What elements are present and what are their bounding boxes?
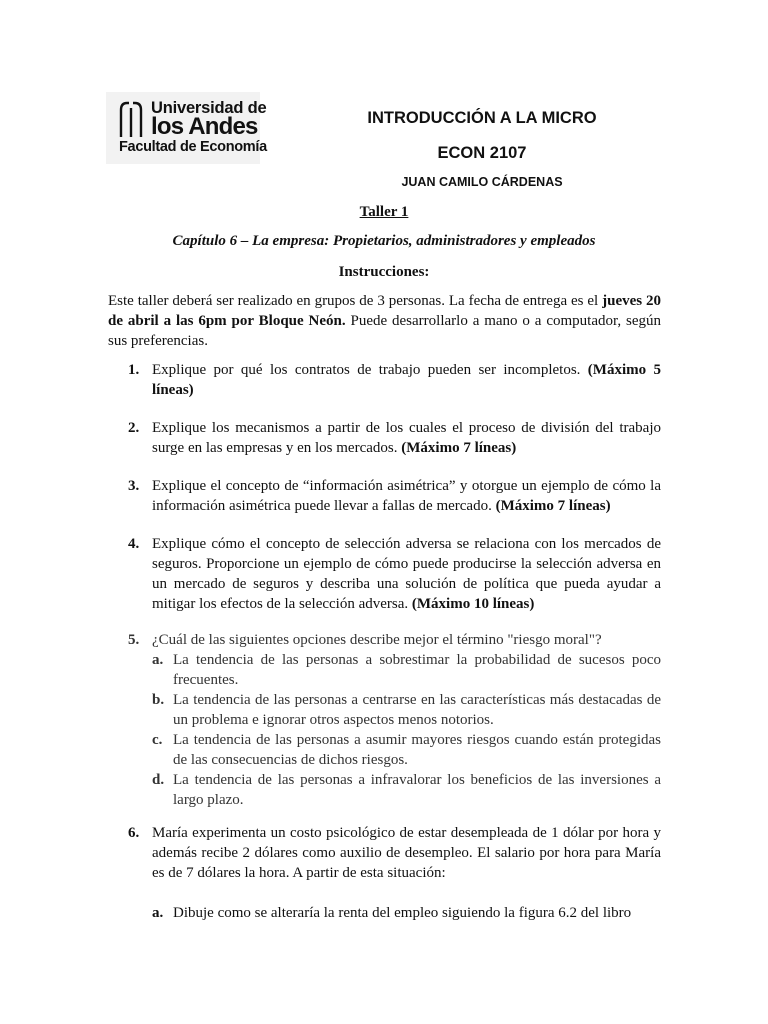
- instructions-paragraph: [108, 291, 661, 351]
- question-number: 3.: [128, 478, 140, 494]
- logo-line-3: Facultad de Economía: [119, 139, 267, 155]
- question-limit: (Máximo 5 líneas): [152, 362, 661, 398]
- option-text: Dibuje como se alteraría la renta del empleo siguiendo la figura 6.2 del libro: [173, 905, 632, 921]
- question-text: Explique los mecanismos a partir de los cuales el proceso de división del trabajo surge en las empresas y en los mercados.: [152, 420, 661, 456]
- option-text: La tendencia de las personas a centrarse en las características más destacadas de un problema e ignorar otros aspectos menos notorios.: [173, 692, 661, 728]
- option-text: La tendencia de las personas a sobrestimar la probabilidad de sucesos poco frecuentes.: [173, 652, 661, 688]
- question-number: 5.: [128, 632, 140, 648]
- question-text: Explique el concepto de “información asimétrica” y otorgue un ejemplo de cómo la información asimétrica puede llevar a fallas de mercado.: [152, 478, 661, 514]
- question-number: 6.: [128, 825, 140, 841]
- option-letter: d.: [152, 772, 165, 788]
- course-title: INTRODUCCIÓN A LA MICRO: [367, 109, 597, 127]
- option-letter: a.: [152, 652, 164, 668]
- question-limit: (Máximo 10 líneas): [411, 596, 535, 612]
- option-text: La tendencia de las personas a infravalorar los beneficios de las inversiones a largo plazo.: [173, 772, 661, 808]
- logo-line-1: Universidad de: [151, 99, 267, 117]
- question-1: [108, 360, 661, 400]
- university-logo: [106, 92, 267, 164]
- course-code: ECON 2107: [437, 144, 527, 162]
- intro-text-1: Este taller deberá ser realizado en grupos de 3 personas. La fecha de entrega es el: [108, 293, 603, 309]
- chapter-title: Capítulo 6 – La empresa: Propietarios, administradores y empleados: [172, 233, 596, 249]
- question-number: 4.: [128, 536, 140, 552]
- question-text: María experimenta un costo psicológico de estar desempleada de 1 dólar por hora y además recibe 2 dólares como auxilio de desempleo. El salario por hora para María es de 7 dólares la hora. A partir de esta situación:: [152, 825, 661, 881]
- question-5: [108, 630, 661, 810]
- author-name: JUAN CAMILO CÁRDENAS: [401, 175, 563, 189]
- option-c: [152, 730, 661, 770]
- instructions-heading: Instrucciones:: [338, 264, 430, 280]
- question-2: [108, 418, 661, 458]
- question-text: Explique cómo el concepto de selección adversa se relaciona con los mercados de seguros. Proporcione un ejemplo de cómo puede producirse la selección adversa en un mercado de seguros y describa una solución de política que pueda ayudar a mitigar los efectos de la selección adversa.: [152, 536, 661, 612]
- option-b: [152, 690, 661, 730]
- workshop-title: Taller 1: [359, 204, 409, 220]
- question-6: [108, 823, 661, 923]
- intro-deadline: jueves 20 de abril a las 6pm por Bloque Neón.: [108, 293, 661, 329]
- question-limit: (Máximo 7 líneas): [401, 440, 517, 456]
- question-text: Explique por qué los contratos de trabajo pueden ser incompletos.: [152, 362, 588, 378]
- option-letter: b.: [152, 692, 165, 708]
- intro-text-2: Puede desarrollarlo a mano o a computador, según sus preferencias.: [108, 313, 661, 349]
- option-letter: c.: [152, 732, 163, 748]
- option-letter: a.: [152, 905, 164, 921]
- option-a: [152, 650, 661, 690]
- option-d: [152, 770, 661, 810]
- logo-line-2: los Andes: [151, 113, 258, 140]
- question-4: [108, 534, 661, 614]
- university-emblem-icon: [114, 100, 148, 140]
- question-3: [108, 476, 661, 516]
- question-number: 1.: [128, 362, 140, 378]
- option-a: [152, 903, 661, 923]
- question-text: ¿Cuál de las siguientes opciones describe mejor el término "riesgo moral"?: [152, 632, 602, 648]
- question-limit: (Máximo 7 líneas): [495, 498, 611, 514]
- option-text: La tendencia de las personas a asumir mayores riesgos cuando están protegidas de las consecuencias de dichos riesgos.: [173, 732, 661, 768]
- question-number: 2.: [128, 420, 140, 436]
